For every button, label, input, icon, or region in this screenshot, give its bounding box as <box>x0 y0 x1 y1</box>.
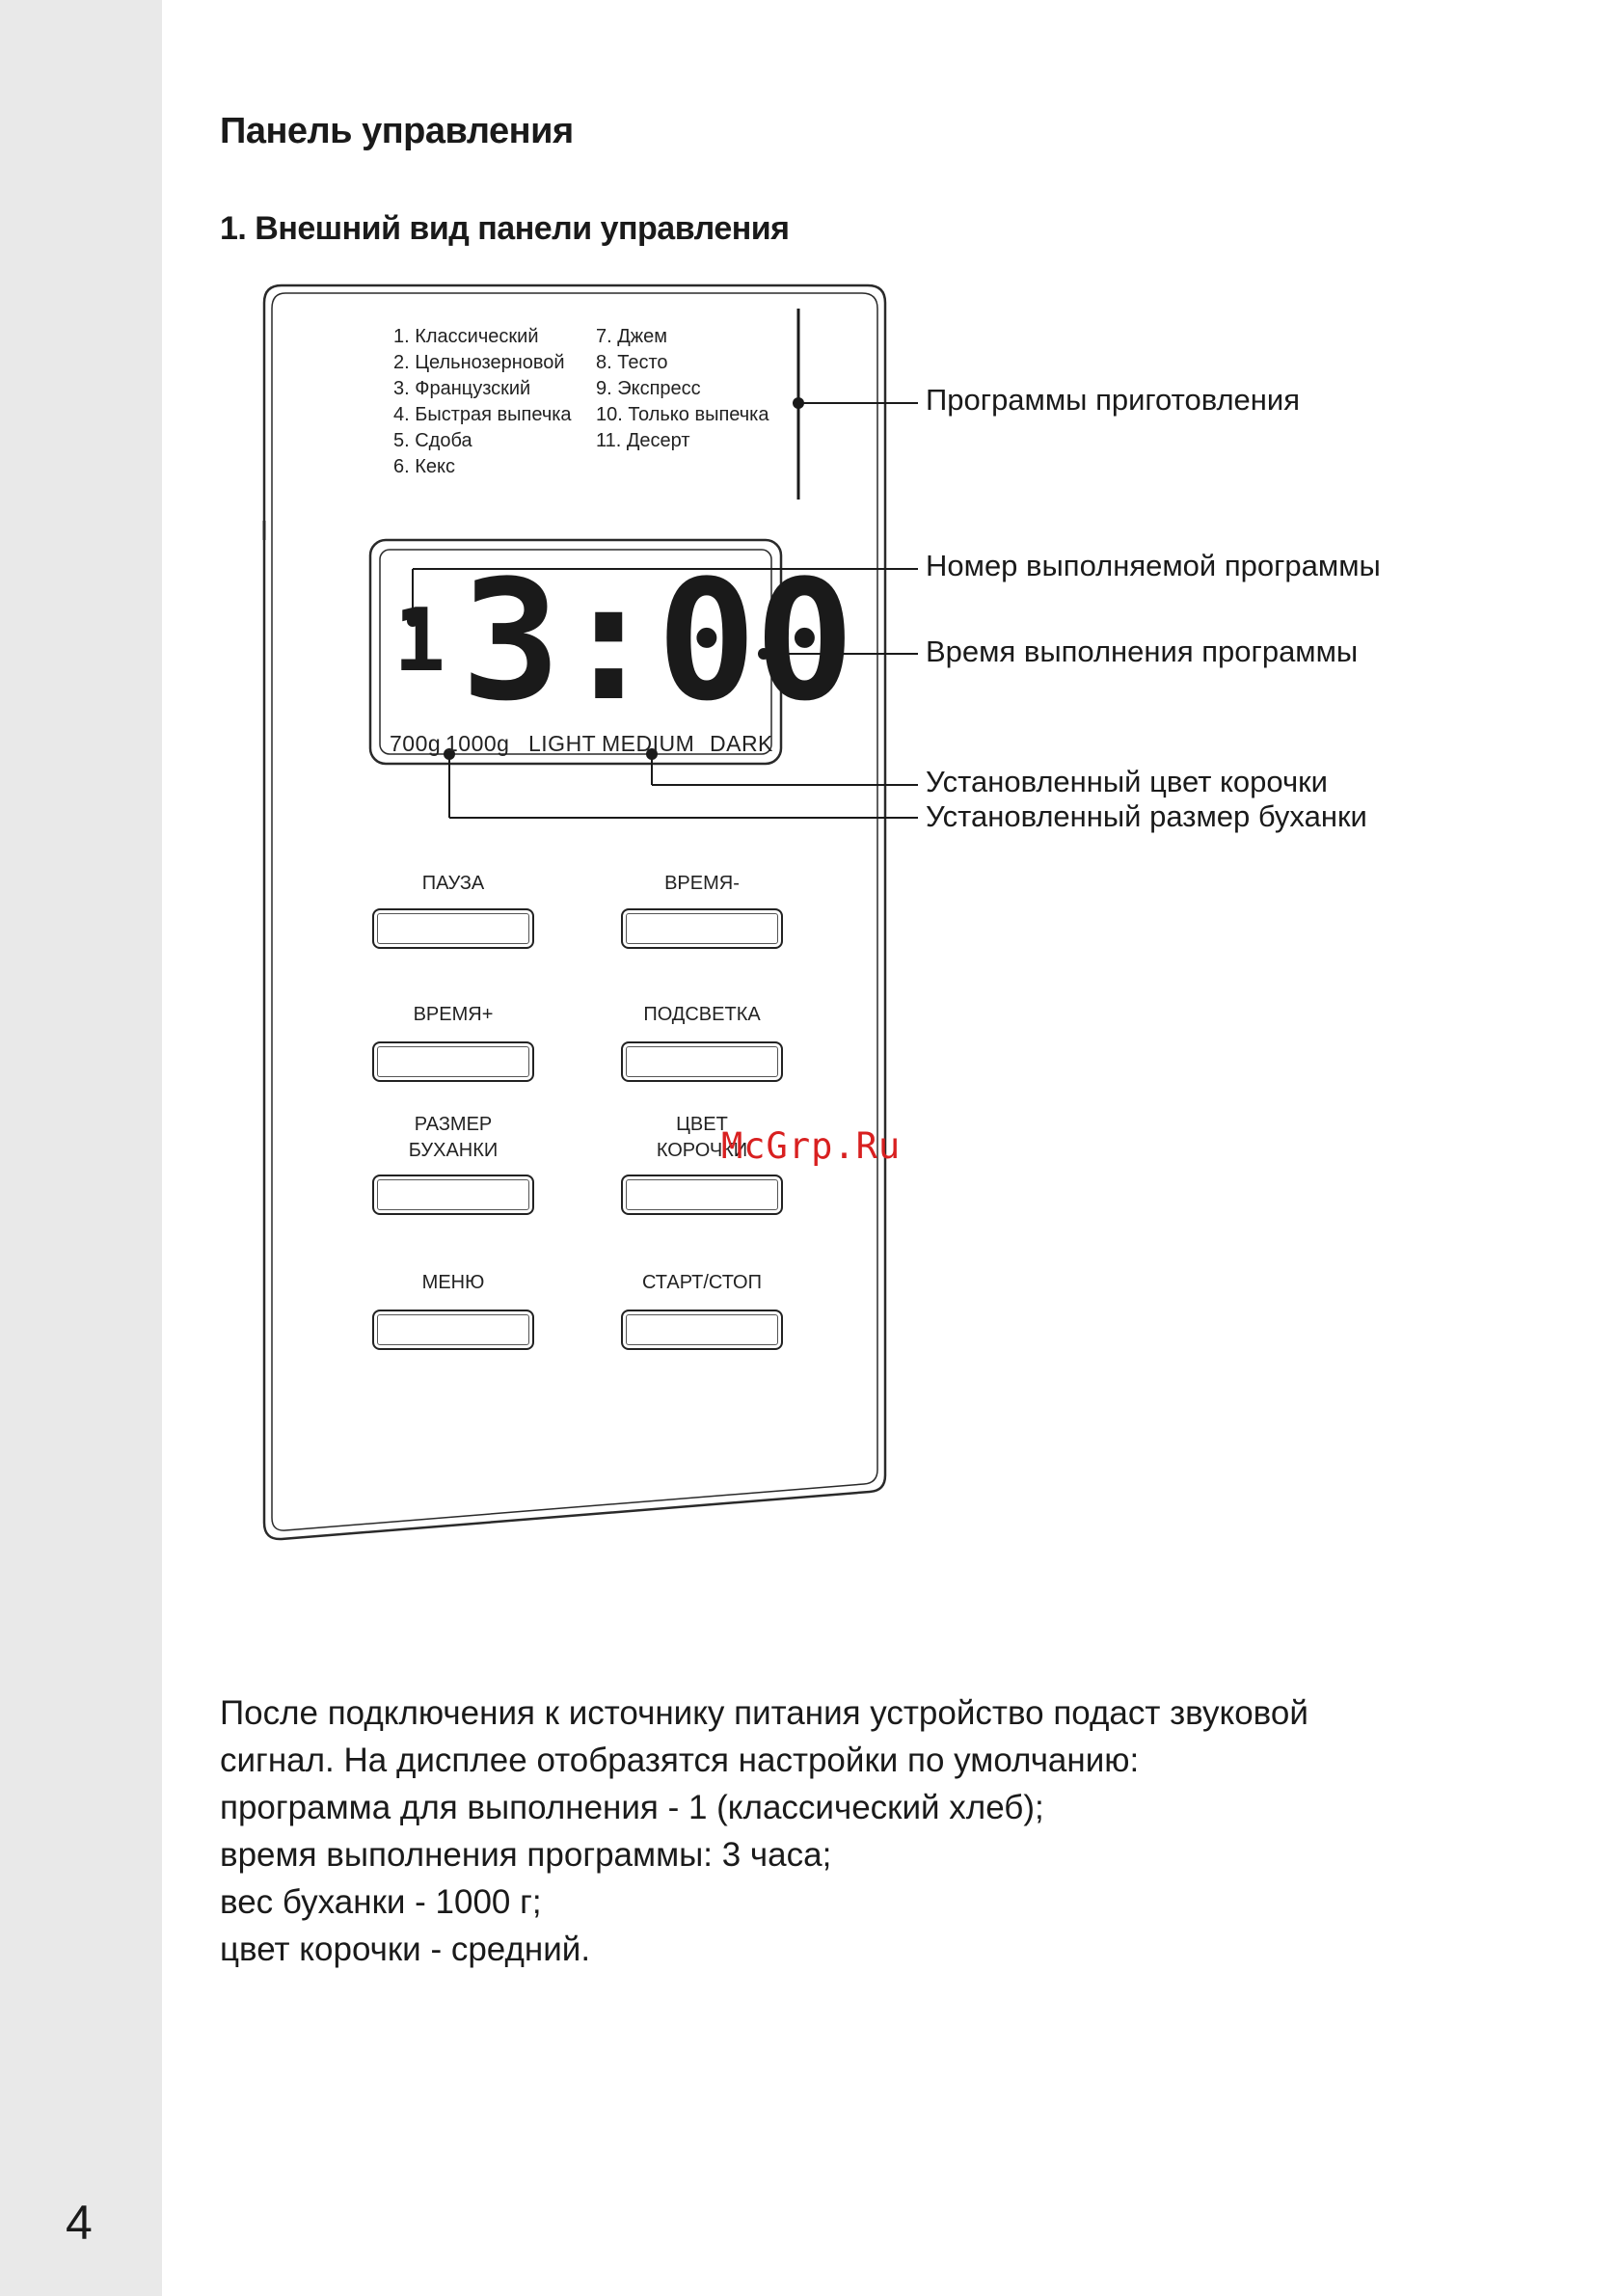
program-item: 3. Французский <box>393 378 531 399</box>
crust-color-label-line1: ЦВЕТ <box>676 1114 728 1135</box>
start-stop-button-label: СТАРТ/СТОП <box>642 1272 762 1293</box>
crust-color-button[interactable] <box>621 1175 783 1215</box>
description-line: программа для выполнения - 1 (классический хлеб); <box>220 1789 1044 1826</box>
program-item: 5. Сдоба <box>393 430 472 451</box>
loaf-size-button[interactable] <box>372 1175 534 1215</box>
description-line: время выполнения программы: 3 часа; <box>220 1836 832 1874</box>
program-item: 2. Цельнозерновой <box>393 352 565 373</box>
programs-list-right <box>596 324 769 454</box>
time-plus-button[interactable] <box>372 1041 534 1082</box>
page-title: Панель управления <box>220 111 574 151</box>
description-line: вес буханки - 1000 г; <box>220 1883 542 1921</box>
callout-program-time: Время выполнения программы <box>926 635 1359 668</box>
menu-button[interactable] <box>372 1310 534 1350</box>
lcd-program-number: 1 <box>393 590 446 691</box>
program-item: 9. Экспресс <box>596 378 701 399</box>
crust-color-label-line2: КОРОЧКИ <box>656 1140 748 1161</box>
programs-list-left <box>393 324 572 480</box>
program-item: 10. Только выпечка <box>596 404 769 425</box>
pause-button-label: ПАУЗА <box>421 873 485 894</box>
crust-light-label: LIGHT <box>528 731 597 756</box>
callout-crust-color: Установленный цвет корочки <box>926 765 1328 798</box>
start-stop-button[interactable] <box>621 1310 783 1350</box>
time-minus-button-label: ВРЕМЯ- <box>664 873 740 894</box>
callout-programs: Программы приготовления <box>926 383 1300 417</box>
callout-program-number: Номер выполняемой программы <box>926 549 1381 582</box>
description-line: цвет корочки - средний. <box>220 1931 591 1968</box>
section-title: 1. Внешний вид панели управления <box>220 210 790 247</box>
loaf-size-label-line2: БУХАНКИ <box>408 1140 499 1161</box>
crust-dark-label: DARK <box>710 731 773 756</box>
program-item: 4. Быстрая выпечка <box>393 404 572 425</box>
callout-loaf-size: Установленный размер буханки <box>926 799 1367 833</box>
program-item: 6. Кекс <box>393 456 455 477</box>
description-line: сигнал. На дисплее отобразятся настройки по умолчанию: <box>220 1742 1140 1779</box>
weight-1000-label: 1000g <box>445 731 510 756</box>
backlight-button-label: ПОДСВЕТКА <box>643 1004 761 1025</box>
backlight-button[interactable] <box>621 1041 783 1082</box>
program-item: 7. Джем <box>596 326 668 347</box>
page-number: 4 <box>66 2196 93 2250</box>
program-item: 8. Тесто <box>596 352 668 373</box>
crust-medium-label: MEDIUM <box>602 731 695 756</box>
watermark: McGrp.Ru <box>721 1125 902 1167</box>
description-text <box>220 1689 1308 1973</box>
loaf-size-button-label <box>337 1112 569 1164</box>
loaf-size-label-line1: РАЗМЕР <box>414 1114 493 1135</box>
program-item: 1. Классический <box>393 326 539 347</box>
pause-button[interactable] <box>372 908 534 949</box>
programs-dot <box>793 397 804 409</box>
panel-outline-inner <box>272 293 877 1530</box>
time-plus-button-label: ВРЕМЯ+ <box>413 1004 494 1025</box>
lcd-time: 3:00 <box>461 544 853 738</box>
time-minus-button[interactable] <box>621 908 783 949</box>
program-item: 11. Десерт <box>596 430 690 451</box>
description-line: После подключения к источнику питания устройство подаст звуковой <box>220 1694 1308 1732</box>
weight-700-label: 700g <box>390 731 442 756</box>
menu-button-label: МЕНЮ <box>421 1272 485 1293</box>
panel-outline <box>264 285 885 1539</box>
